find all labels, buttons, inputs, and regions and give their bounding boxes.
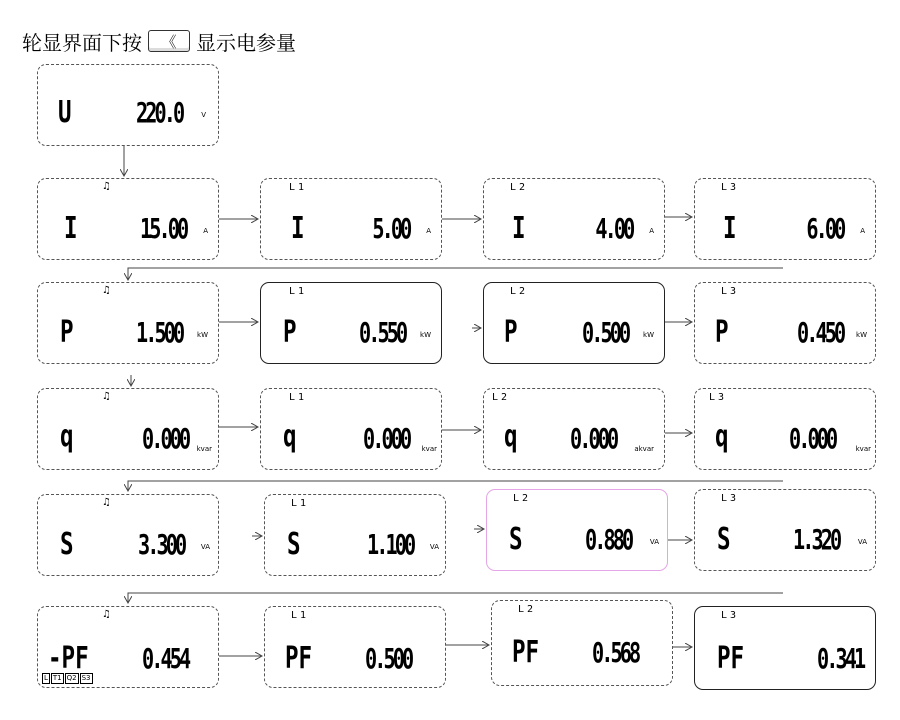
panel-apparent-l3 bbox=[694, 489, 876, 571]
unit-reactive: kvar bbox=[421, 445, 437, 453]
phase-label-l2: L2 bbox=[510, 286, 529, 297]
unit-power: kW bbox=[420, 331, 431, 339]
value-pf-total: 0.454 bbox=[141, 642, 188, 675]
symbol-i: I bbox=[291, 211, 305, 246]
phase-label-l3: L3 bbox=[721, 182, 740, 193]
header-text-before: 轮显界面下按 bbox=[22, 30, 142, 55]
panel-current-l1 bbox=[260, 178, 442, 260]
panel-power-l3 bbox=[694, 282, 876, 364]
value-apparent-l3: 1.320 bbox=[792, 523, 839, 556]
panel-pf-l1 bbox=[264, 606, 446, 688]
bell-icon: ♫ bbox=[102, 181, 111, 192]
unit-current: A bbox=[426, 227, 431, 235]
status-indicator: T1 bbox=[52, 674, 62, 682]
phase-label-l2: L2 bbox=[510, 182, 529, 193]
symbol-s: S bbox=[60, 527, 74, 562]
unit-apparent: VA bbox=[200, 543, 210, 551]
value-apparent-l1: 1.100 bbox=[366, 528, 413, 561]
unit-power: kW bbox=[197, 331, 208, 339]
value-pf-l3: 0.341 bbox=[816, 642, 863, 675]
panel-reactive-l2 bbox=[483, 388, 665, 470]
phase-label-l1: L1 bbox=[289, 182, 308, 193]
panel-power-l1 bbox=[260, 282, 442, 364]
bell-icon: ♫ bbox=[102, 285, 111, 296]
symbol-i: I bbox=[723, 211, 737, 246]
symbol-q: q bbox=[283, 419, 297, 454]
panel-voltage-total bbox=[37, 64, 219, 146]
symbol-s: S bbox=[509, 522, 523, 557]
phase-label-l2: L2 bbox=[492, 392, 511, 403]
key-previous-button[interactable]: 《 bbox=[148, 30, 190, 52]
unit-apparent: VA bbox=[429, 543, 439, 551]
panel-apparent-l2-selected bbox=[486, 489, 668, 571]
phase-label-l1: L1 bbox=[289, 392, 308, 403]
panel-pf-l2 bbox=[491, 600, 673, 686]
unit-current: A bbox=[203, 227, 208, 235]
status-indicator-bar bbox=[42, 673, 93, 684]
symbol-s: S bbox=[717, 522, 731, 557]
phase-label-l1: L1 bbox=[289, 286, 308, 297]
panel-power-total bbox=[37, 282, 219, 364]
value-pf-l2: 0.568 bbox=[591, 636, 638, 669]
unit-apparent: VA bbox=[649, 538, 659, 546]
symbol-p: P bbox=[283, 315, 297, 350]
panel-apparent-l1 bbox=[264, 494, 446, 576]
status-indicator: S3 bbox=[81, 674, 91, 682]
value-reactive-l3: 0.000 bbox=[788, 422, 835, 455]
bell-icon: ♫ bbox=[102, 497, 111, 508]
symbol-q: q bbox=[60, 419, 74, 454]
panel-apparent-total bbox=[37, 494, 219, 576]
value-current-total: 15.00 bbox=[139, 212, 186, 245]
symbol-i: I bbox=[512, 211, 526, 246]
panel-power-l2 bbox=[483, 282, 665, 364]
unit-reactive: akvar bbox=[634, 445, 654, 453]
symbol-q: q bbox=[504, 419, 518, 454]
bell-icon: ♫ bbox=[102, 391, 111, 402]
phase-label-l2: L2 bbox=[518, 604, 537, 615]
value-apparent-l2: 0.880 bbox=[584, 523, 631, 556]
unit-voltage: V bbox=[201, 111, 206, 119]
panel-current-l3 bbox=[694, 178, 876, 260]
symbol-i: I bbox=[64, 211, 78, 246]
value-apparent-total: 3.300 bbox=[137, 528, 184, 561]
symbol-pf: PF bbox=[512, 635, 540, 670]
panel-current-l2 bbox=[483, 178, 665, 260]
value-reactive-l1: 0.000 bbox=[362, 422, 409, 455]
symbol-p: P bbox=[715, 315, 729, 350]
symbol-s: S bbox=[287, 527, 301, 562]
value-current-l1: 5.00 bbox=[371, 212, 409, 245]
symbol-q: q bbox=[715, 419, 729, 454]
value-power-total: 1.500 bbox=[135, 316, 182, 349]
unit-current: A bbox=[649, 227, 654, 235]
symbol-p: P bbox=[504, 315, 518, 350]
unit-reactive: kvar bbox=[855, 445, 871, 453]
value-voltage: 220.0 bbox=[135, 96, 182, 129]
symbol-pf: PF bbox=[285, 641, 313, 676]
unit-power: kW bbox=[856, 331, 867, 339]
value-power-l1: 0.550 bbox=[358, 316, 405, 349]
unit-reactive: kvar bbox=[196, 445, 212, 453]
value-current-l2: 4.00 bbox=[594, 212, 632, 245]
symbol-pf: PF bbox=[717, 641, 745, 676]
value-reactive-total: 0.000 bbox=[141, 422, 188, 455]
phase-label-l1: L1 bbox=[291, 498, 310, 509]
value-power-l3: 0.450 bbox=[796, 316, 843, 349]
phase-label-l2: L2 bbox=[513, 493, 532, 504]
unit-current: A bbox=[860, 227, 865, 235]
panel-reactive-l3 bbox=[694, 388, 876, 470]
value-reactive-l2: 0.000 bbox=[569, 422, 616, 455]
bell-icon: ♫ bbox=[102, 609, 111, 620]
panel-reactive-total bbox=[37, 388, 219, 470]
value-pf-l1: 0.500 bbox=[364, 642, 411, 675]
unit-power: kW bbox=[643, 331, 654, 339]
phase-label-l1: L1 bbox=[291, 610, 310, 621]
phase-label-l3: L3 bbox=[709, 392, 728, 403]
status-indicator: L bbox=[44, 674, 48, 682]
panel-current-total bbox=[37, 178, 219, 260]
symbol-p: P bbox=[60, 315, 74, 350]
symbol-u: U bbox=[58, 95, 72, 130]
phase-label-l3: L3 bbox=[721, 493, 740, 504]
unit-apparent: VA bbox=[857, 538, 867, 546]
symbol-pf-negative: -PF bbox=[48, 641, 89, 676]
value-power-l2: 0.500 bbox=[581, 316, 628, 349]
phase-label-l3: L3 bbox=[721, 610, 740, 621]
panel-pf-l3 bbox=[694, 606, 876, 690]
panel-reactive-l1 bbox=[260, 388, 442, 470]
value-current-l3: 6.00 bbox=[805, 212, 843, 245]
header-text-after: 显示电参量 bbox=[196, 30, 296, 55]
phase-label-l3: L3 bbox=[721, 286, 740, 297]
status-indicator: Q2 bbox=[66, 674, 77, 682]
